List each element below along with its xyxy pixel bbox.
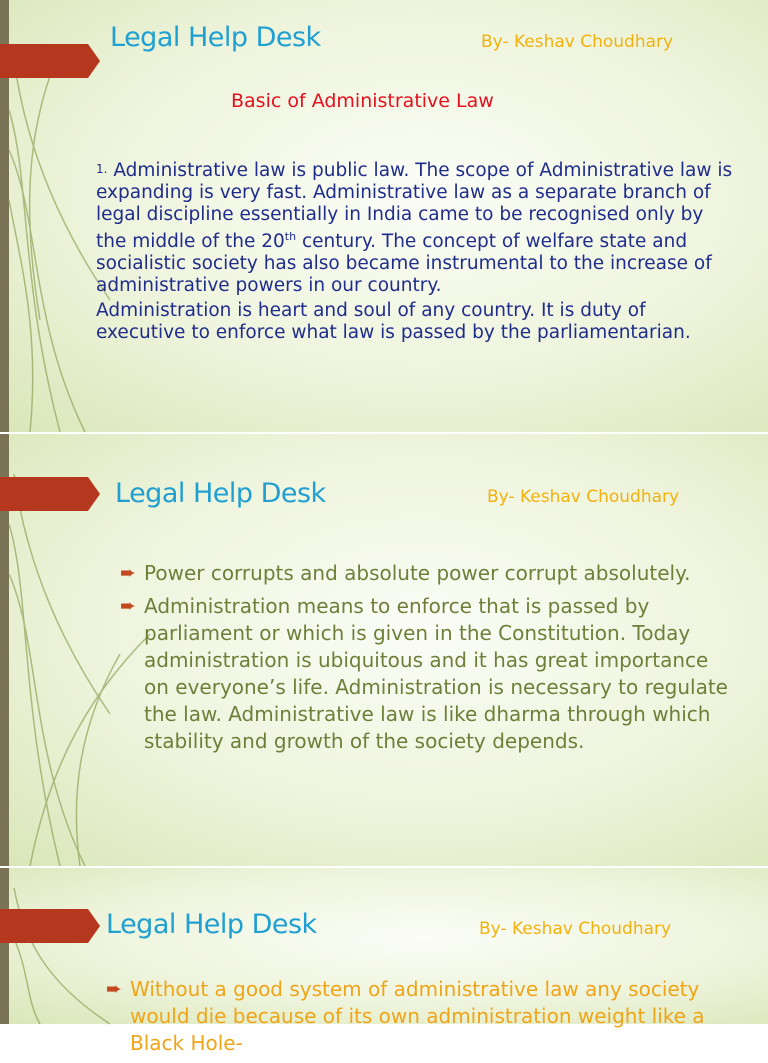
slide-title: Legal Help Desk xyxy=(106,909,317,940)
paragraph-1-text-b: century. The concept of welfare state and socialistic society has also became instrumental to the increase of administrative powers in our country. xyxy=(96,231,712,297)
title-banner xyxy=(0,909,100,943)
title-banner xyxy=(0,44,100,78)
item-number: 1. xyxy=(96,162,108,176)
title-banner xyxy=(0,477,100,511)
bullet-text: Without a good system of administrative law any society would die because of its own administration weight like a Black Hole- xyxy=(130,977,705,1055)
arrow-bullet-icon: ➨ xyxy=(120,562,136,584)
arrow-bullet-icon: ➨ xyxy=(120,595,136,617)
list-item xyxy=(120,593,730,755)
superscript-th: th xyxy=(284,230,297,243)
bullet-text: Power corrupts and absolute power corrupt absolutely. xyxy=(144,561,691,585)
arrow-bullet-icon: ➨ xyxy=(106,978,122,1000)
author-label: By- Keshav Choudhary xyxy=(479,919,672,939)
list-item xyxy=(106,976,726,1057)
slide-3 xyxy=(0,868,768,1055)
list-item xyxy=(120,560,730,587)
author-label: By- Keshav Choudhary xyxy=(487,487,680,507)
slide-title: Legal Help Desk xyxy=(115,478,326,509)
section-subtitle: Basic of Administrative Law xyxy=(231,90,494,112)
paragraph-2: Administration is heart and soul of any country. It is duty of executive to enforce what law is passed by the parliamentarian. xyxy=(96,300,691,343)
decorative-swirl xyxy=(0,868,120,1024)
bullet-text: Administration means to enforce that is passed by parliament or which is given in the Constitution. Today administration is ubiquitous and it has great importance on everyone’s life. Administration is necessary to regulate the law. Administrative law is like dharma through which stability and growth of the society depends. xyxy=(144,594,728,753)
paragraph-1 xyxy=(96,158,736,297)
slide-1 xyxy=(0,0,768,432)
slide-title: Legal Help Desk xyxy=(110,22,321,53)
paragraph-1-text-a: Administrative law is public law. The scope of Administrative law is expanding is very fast. Administrative law as a separate branch of legal discipline essentially in India came to be recognised only by the middle of the 20 xyxy=(96,160,733,253)
author-label: By- Keshav Choudhary xyxy=(481,32,674,52)
bullet-list xyxy=(106,976,726,1063)
bullet-list xyxy=(120,560,730,761)
slide-2 xyxy=(0,434,768,866)
